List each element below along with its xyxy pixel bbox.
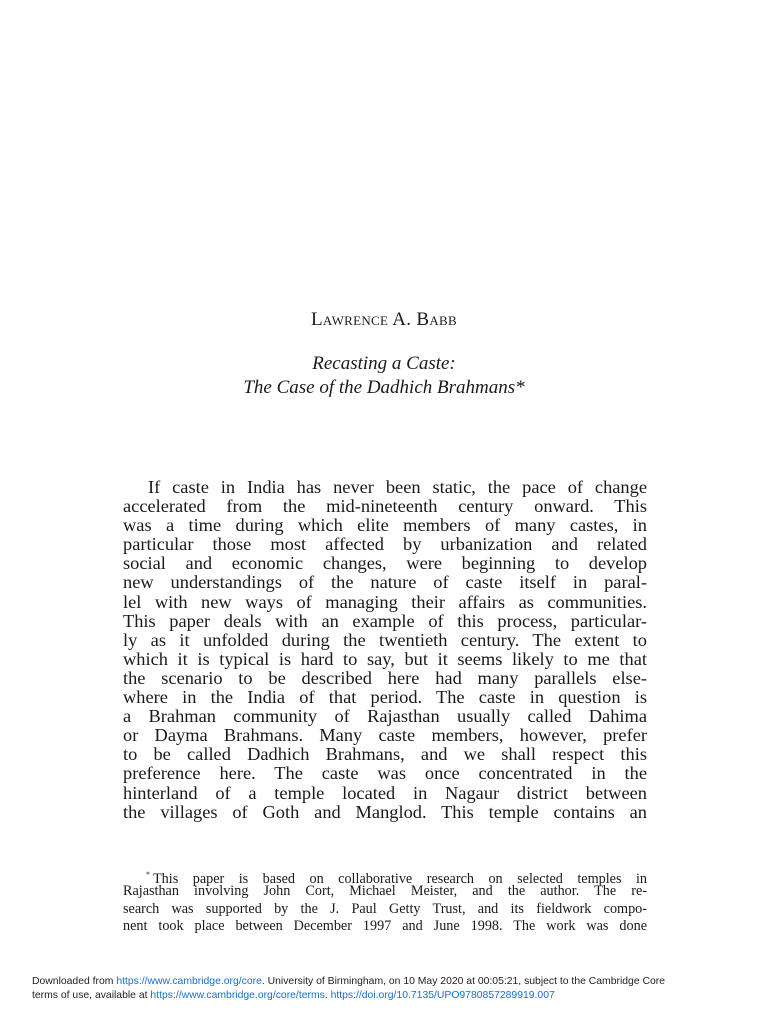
body-line: accelerated from the mid-nineteenth century onward. This xyxy=(123,496,647,517)
body-line: particular those most affected by urbanization and related xyxy=(123,534,647,555)
body-line: was a time during which elite members of many castes, in xyxy=(123,515,647,536)
body-line: which it is typical is hard to say, but it seems likely to me that xyxy=(123,648,647,669)
body-line: This paper deals with an example of this process, particular- xyxy=(123,610,647,631)
footnote-line-text: This paper is based on collaborative research on selected temples in xyxy=(153,871,647,887)
body-line: hinterland of a temple located in Nagaur district between xyxy=(123,782,647,803)
footnote-line: search was supported by the J. Paul Getty Trust, and its fieldwork compo- xyxy=(123,900,647,917)
body-line: where in the India of that period. The caste in question is xyxy=(123,687,647,708)
download-notice-line-2 xyxy=(32,989,744,1003)
footnote xyxy=(123,866,647,936)
title-line-2: The Case of the Dadhich Brahmans* xyxy=(243,377,525,398)
terms-link[interactable]: https://www.cambridge.org/core/terms xyxy=(150,990,325,1001)
cambridge-core-link[interactable]: https://www.cambridge.org/core xyxy=(116,976,262,987)
body-line: the villages of Goth and Manglod. This temple contains an xyxy=(123,801,647,822)
body-line: social and economic changes, were beginning to develop xyxy=(123,553,647,574)
footnote-marker: * xyxy=(146,870,150,879)
body-line: the scenario to be described here had many parallels else- xyxy=(123,667,647,688)
chapter-title xyxy=(0,352,768,400)
body-paragraph xyxy=(123,478,647,822)
body-line: If caste in India has never been static, the pace of change xyxy=(148,477,647,497)
body-line: new understandings of the nature of caste itself in paral- xyxy=(123,572,647,593)
body-line: or Dayma Brahmans. Many caste members, however, prefer xyxy=(123,725,647,746)
link-separator: . xyxy=(324,990,331,1001)
author-name: Lawrence A. Babb xyxy=(311,309,457,330)
footnote-line xyxy=(123,866,647,887)
body-line: to be called Dadhich Brahmans, and we shall respect this xyxy=(123,744,647,765)
body-line: lel with new ways of managing their affairs as communities. xyxy=(123,591,647,612)
doi-link[interactable]: https://doi.org/10.7135/UPO9780857289919.007 xyxy=(330,990,555,1001)
terms-prefix: terms of use, available at xyxy=(32,990,151,1001)
footnote-line: nent took place between December 1997 and June 1998. The work was done xyxy=(123,918,647,935)
download-notice-line-1 xyxy=(32,975,744,989)
title-line-1: Recasting a Caste: xyxy=(312,353,456,374)
body-line: ly as it unfolded during the twentieth century. The extent to xyxy=(123,629,647,650)
download-prefix: Downloaded from xyxy=(32,976,117,987)
footnote-line: Rajasthan involving John Cort, Michael Meister, and the author. The re- xyxy=(123,883,647,900)
download-notice xyxy=(32,975,744,1003)
body-line: preference here. The caste was once concentrated in the xyxy=(123,763,647,784)
download-middle-text: . University of Birmingham, on 10 May 2020 at 00:05:21, subject to the Cambridge Core xyxy=(261,976,665,987)
body-line: a Brahman community of Rajasthan usually called Dahima xyxy=(123,706,647,727)
